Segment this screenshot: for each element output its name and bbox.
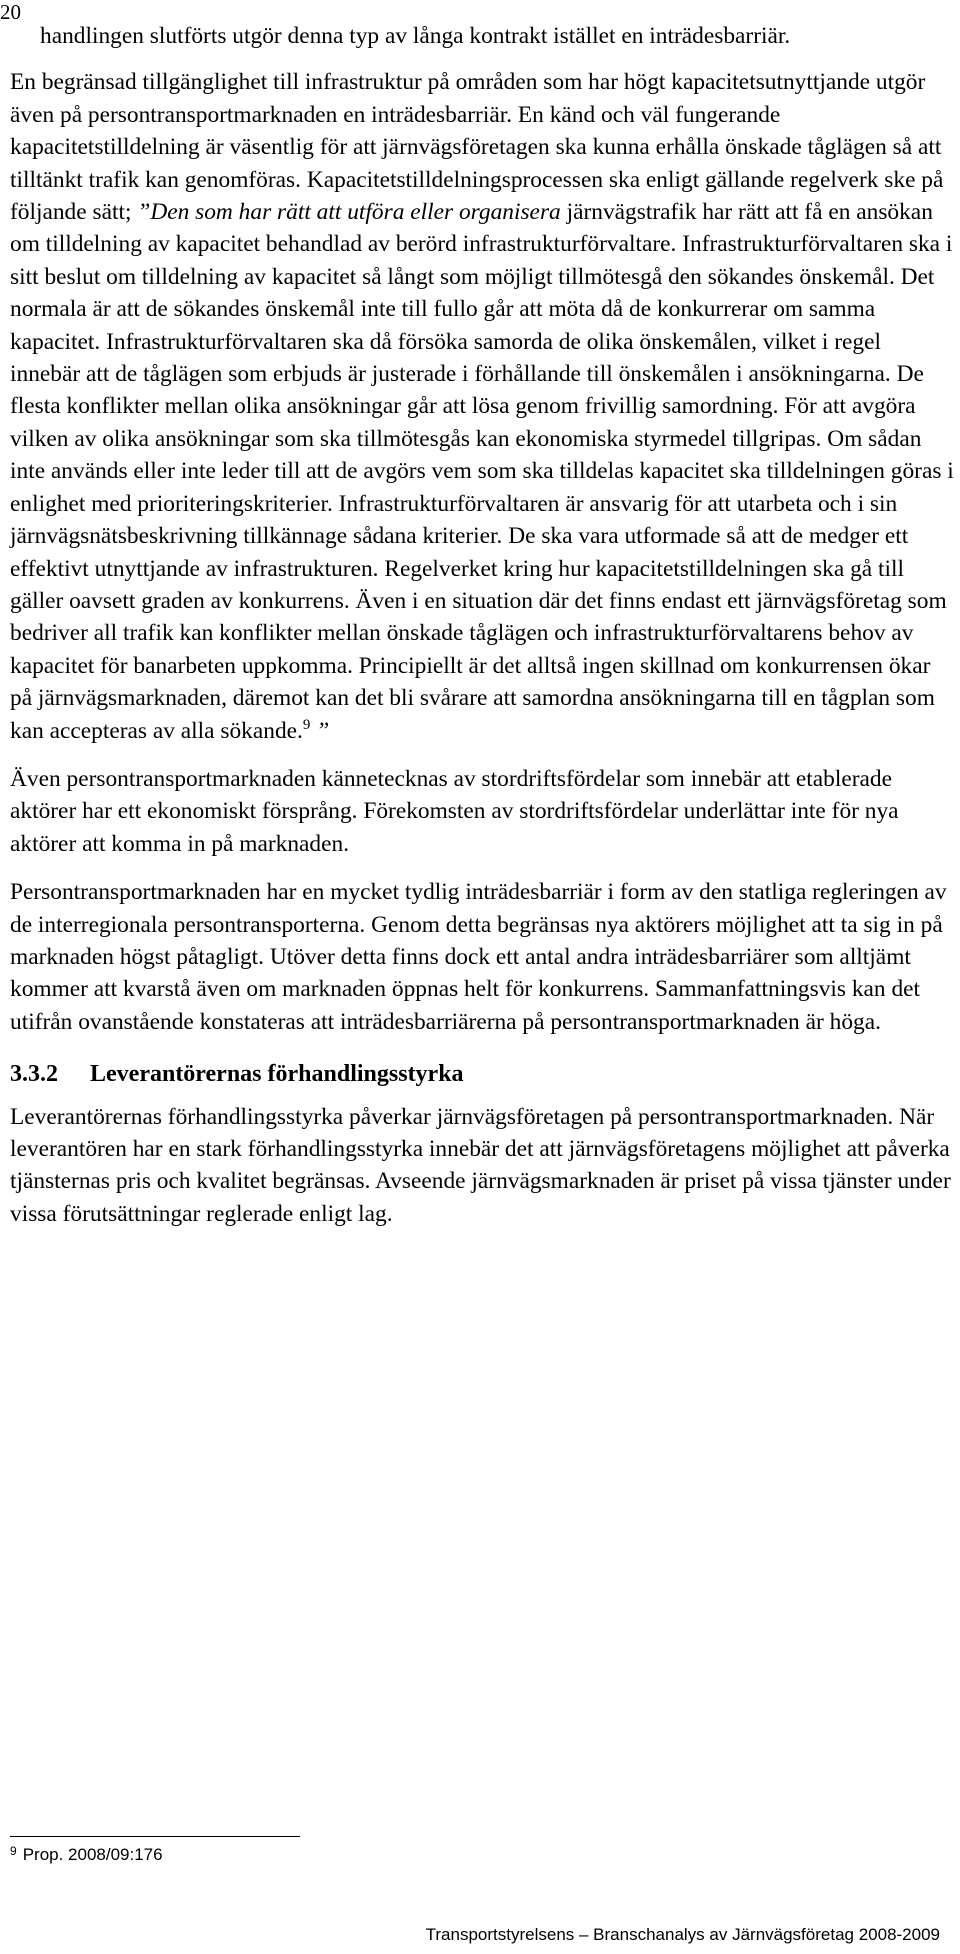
paragraph-capacity-allocation (10, 66, 954, 747)
section-heading (10, 1058, 954, 1090)
page-footer: Transportstyrelsens – Branschanalys av Järnvägsföretag 2008-2009 (425, 1925, 940, 1944)
document-body (10, 20, 954, 1230)
footnote-reference[interactable]: 9 (302, 716, 311, 733)
paragraph-economies-of-scale: Även persontransportmarknaden kännetecknas av stordriftsfördelar som innebär att etablerade aktörer har ett ekonomiskt försprång. Förekomsten av stordriftsfördelar underlättar inte för nya aktörer att komma in på marknaden. (10, 765, 899, 857)
footnote-text: Prop. 2008/09:176 (22, 1845, 163, 1864)
quote-text: järnvägstrafik har rätt att få en ansökan om tilldelning av kapacitet behandlad av berörd infrastrukturförvaltare. Infrastrukturförvaltaren ska i sitt beslut om tilldelning av kapacitet så långt som möjligt tillmötesgå den sökandes önskemål. Det normala är att de sökandes önskemål inte till fullo går att möta då de konkurrerar om samma kapacitet. Infrastrukturförvaltaren ska då försöka samorda de olika önskemålen, vilket i regel innebär att de tåglägen som erbjuds är justerade i förhållande till önskemålen i ansökningarna. De flesta konflikter mellan olika ansökningar går att lösa genom frivillig samordning. För att avgöra vilken av olika ansökningar som ska tillmötesgås kan ekonomiska styrmedel tillgripas. Om sådan inte används eller inte leder till att de avgörs vem som ska tilldelas kapacitet ska tilldelningen göras i enlighet med prioriteringskriterier. Infrastrukturförvaltaren är ansvarig för att utarbeta och i sin järnvägsnätsbeskrivning tillkännage sådana kriterier. De ska vara utformade så att de medger ett effektivt utnyttjande av infrastrukturen. Regelverket kring hur kapacitetstilldelningen ska gå till gäller oavsett graden av konkurrens. Även i en situation där det finns endast ett järnvägsföretag som bedriver all trafik kan konflikter mellan önskade tåglägen och infrastrukturförvaltarens behov av kapacitet för banarbeten uppkomma. Principiellt är det alltså ingen skillnad om konkurrensen ökar på järnvägsmarknaden, däremot kan det bli svårare att samordna ansökningarna till en tågplan som kan accepteras av alla sökande. (10, 199, 954, 744)
footnote (10, 1844, 163, 1866)
paragraph-text: En begränsad tillgänglighet till infrastruktur på områden som har högt kapacitetsutnyttjande utgör även på persontransportmarknaden en inträdesbarriär. En känd och väl fungerande kapacitetstilldelning är väsentlig för att järnvägsföretagen ska kunna erhålla önskade tåglägen så att tilltänkt trafik kan genomföras. Kapacitetstilldelningsprocessen ska enligt gällande regelverk ske på följande sätt; (10, 69, 944, 226)
quote-end: ” (310, 717, 330, 744)
footnote-divider (10, 1836, 300, 1837)
footnote-marker: 9 (10, 1844, 17, 1858)
quote-italic: ”Den som har rätt att utföra eller organisera (137, 199, 561, 226)
paragraph-supplier-power: Leverantörernas förhandlingsstyrka påverkar järnvägsföretagen på persontransportmarknaden. När leverantören har en stark förhandlingsstyrka innebär det att järnvägsföretagens möjlighet att påverka tjänsternas pris och kvalitet begränsas. Avseende järnvägsmarknaden är priset på vissa tjänster under vissa förutsättningar reglerade enligt lag. (10, 1103, 951, 1227)
paragraph-continuation: handlingen slutförts utgör denna typ av långa kontrakt istället en inträdesbarriär. (40, 23, 791, 49)
section-number: 3.3.2 (10, 1061, 58, 1088)
paragraph-entry-barriers: Persontransportmarknaden har en mycket tydlig inträdesbarriär i form av den statliga regleringen av de interregionala persontransporterna. Genom detta begränsas nya aktörers möjlighet att ta sig in på marknaden högst påtagligt. Utöver detta finns dock ett antal andra inträdesbarriärer som alltjämt kommer att kvarstå även om marknaden öppnas helt för konkurrens. Sammanfattningsvis kan det utifrån ovanstående konstateras att inträdesbarriärerna på persontransportmarknaden är höga. (10, 879, 947, 1035)
section-title: Leverantörernas förhandlingsstyrka (90, 1061, 464, 1088)
page-number: 20 (0, 0, 21, 24)
